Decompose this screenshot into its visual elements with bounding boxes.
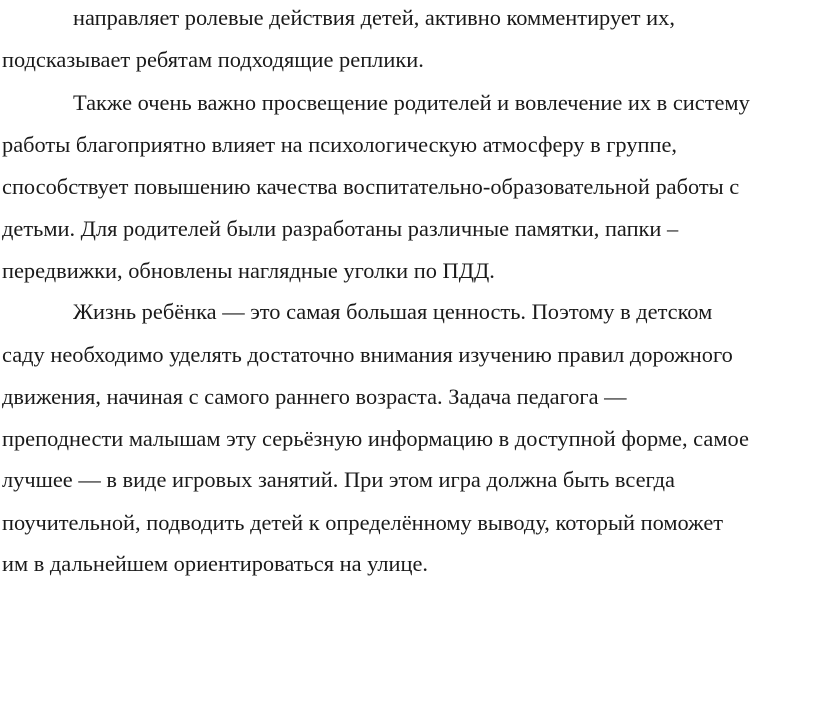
text-line: Также очень важно просвещение родителей и вовлечение их в систему [73,90,750,115]
text-line: детьми. Для родителей были разработаны различные памятки, папки – [2,216,679,241]
text-line: поучительной, подводить детей к определённому выводу, который поможет [2,510,724,535]
text-line: подсказывает ребятам подходящие реплики. [2,47,424,72]
text-line: направляет ролевые действия детей, активно комментирует их, [73,5,675,30]
text-line: саду необходимо уделять достаточно внимания изучению правил дорожного [2,342,733,367]
text-line: движения, начиная с самого раннего возраста. Задача педагога — [2,384,627,409]
text-line: способствует повышению качества воспитательно-образовательной работы с [2,174,740,199]
text-line: работы благоприятно влияет на психологическую атмосферу в группе, [2,132,678,157]
text-line: Жизнь ребёнка — это самая большая ценность. Поэтому в детском [73,299,713,324]
text-line: лучшее — в виде игровых занятий. При этом игра должна быть всегда [2,467,675,492]
text-line: преподнести малышам эту серьёзную информацию в доступной форме, самое [2,426,749,451]
text-line: им в дальнейшем ориентироваться на улице. [2,551,429,576]
text-line: передвижки, обновлены наглядные уголки по ПДД. [2,258,495,283]
